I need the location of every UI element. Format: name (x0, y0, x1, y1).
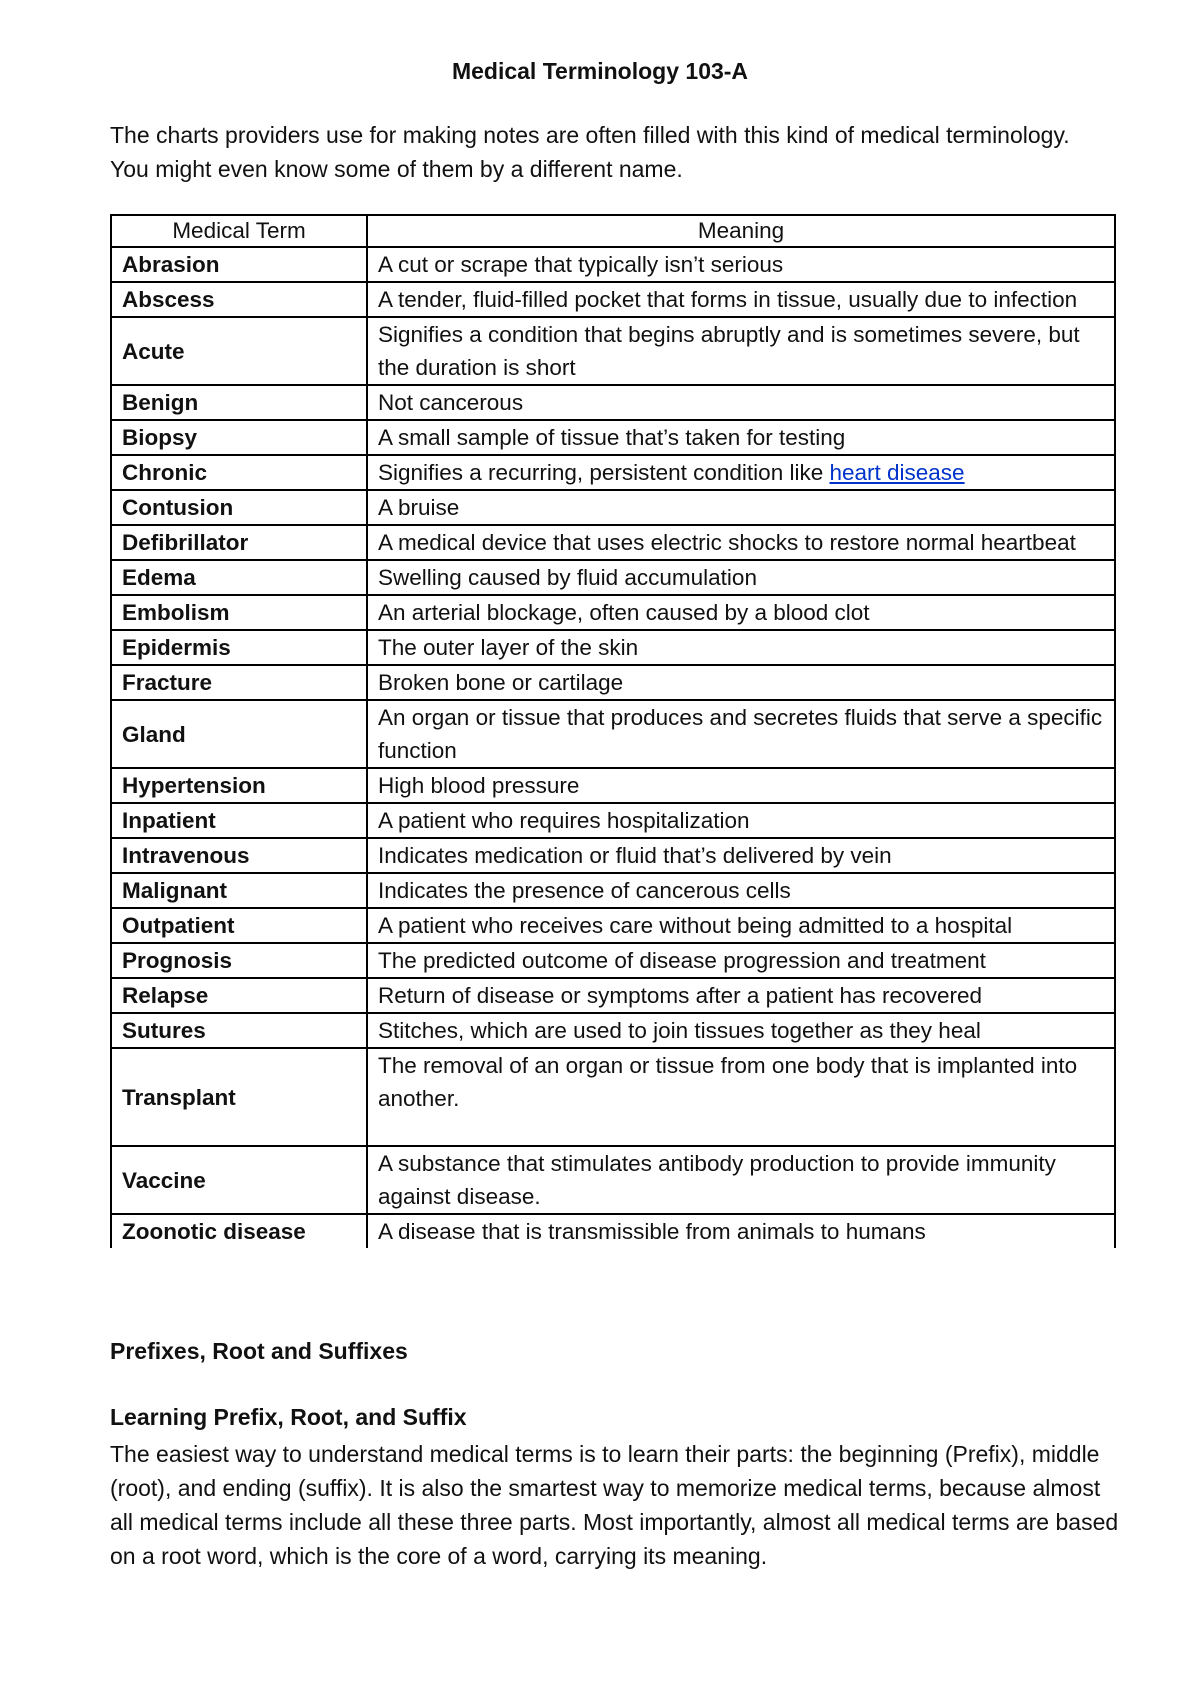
meaning-cell (367, 978, 1115, 1013)
table-row (111, 560, 1115, 595)
term-cell: Chronic (111, 455, 367, 490)
term-cell: Inpatient (111, 803, 367, 838)
meaning-text: A patient who requires hospitalization (378, 808, 750, 833)
meaning-cell (367, 1146, 1115, 1214)
meaning-text: A bruise (378, 495, 460, 520)
term-cell: Fracture (111, 665, 367, 700)
meaning-cell (367, 768, 1115, 803)
meaning-cell (367, 873, 1115, 908)
term-cell: Sutures (111, 1013, 367, 1048)
term-cell: Outpatient (111, 908, 367, 943)
meaning-cell (367, 908, 1115, 943)
table-row (111, 385, 1115, 420)
table-row (111, 317, 1115, 385)
term-cell: Abrasion (111, 247, 367, 282)
meaning-text: Signifies a condition that begins abruptly and is sometimes severe, but the duration is short (378, 322, 1080, 380)
meaning-cell (367, 1048, 1115, 1146)
term-cell: Intravenous (111, 838, 367, 873)
table-row (111, 1146, 1115, 1214)
table-row (111, 630, 1115, 665)
header-meaning: Meaning (367, 215, 1115, 247)
meaning-text: Signifies a recurring, persistent condition like (378, 460, 830, 485)
term-cell: Epidermis (111, 630, 367, 665)
meaning-cell (367, 1013, 1115, 1048)
meaning-cell (367, 943, 1115, 978)
table-row (111, 978, 1115, 1013)
meaning-text: An arterial blockage, often caused by a blood clot (378, 600, 870, 625)
term-cell: Embolism (111, 595, 367, 630)
table-row (111, 838, 1115, 873)
table-row (111, 943, 1115, 978)
meaning-text: A substance that stimulates antibody production to provide immunity against disease. (378, 1151, 1056, 1209)
term-cell: Gland (111, 700, 367, 768)
term-cell: Vaccine (111, 1146, 367, 1214)
meaning-cell (367, 490, 1115, 525)
term-cell: Contusion (111, 490, 367, 525)
term-cell: Biopsy (111, 420, 367, 455)
meaning-cell (367, 700, 1115, 768)
document-title: Medical Terminology 103-A (451, 58, 749, 84)
meaning-cell (367, 630, 1115, 665)
term-cell: Defibrillator (111, 525, 367, 560)
meaning-cell (367, 247, 1115, 282)
meaning-text: High blood pressure (378, 773, 580, 798)
learning-paragraph: The easiest way to understand medical terms is to learn their parts: the beginning (Prefix), middle (root), and ending (suffix). It is also the smartest way to memorize medical terms, because almost all medical terms include all these three parts. Most importantly, almost all medical terms are based on a root word, which is the core of a word, carrying its meaning. (110, 1441, 1119, 1569)
table-row (111, 1214, 1115, 1248)
table-row (111, 247, 1115, 282)
section-heading-learning: Learning Prefix, Root, and Suffix (110, 1404, 467, 1430)
meaning-cell (367, 560, 1115, 595)
term-cell: Hypertension (111, 768, 367, 803)
meaning-cell (367, 282, 1115, 317)
meaning-text: The outer layer of the skin (378, 635, 639, 660)
table-row (111, 455, 1115, 490)
meaning-cell (367, 665, 1115, 700)
table-row (111, 282, 1115, 317)
meaning-text: An organ or tissue that produces and secretes fluids that serve a specific function (378, 705, 1103, 763)
table-row (111, 768, 1115, 803)
meaning-text: A cut or scrape that typically isn’t serious (378, 252, 784, 277)
meaning-text: Indicates medication or fluid that’s delivered by vein (378, 843, 892, 868)
meaning-cell (367, 317, 1115, 385)
meaning-cell (367, 385, 1115, 420)
meaning-text: Swelling caused by fluid accumulation (378, 565, 757, 590)
term-cell: Relapse (111, 978, 367, 1013)
terminology-table (110, 214, 1116, 1248)
table-body (111, 247, 1115, 1248)
table-row (111, 700, 1115, 768)
meaning-text: A medical device that uses electric shocks to restore normal heartbeat (378, 530, 1076, 555)
table-row (111, 665, 1115, 700)
term-cell: Transplant (111, 1048, 367, 1146)
meaning-cell (367, 525, 1115, 560)
meaning-text: Not cancerous (378, 390, 524, 415)
table-row (111, 1048, 1115, 1146)
meaning-cell (367, 455, 1115, 490)
meaning-cell (367, 595, 1115, 630)
heart-disease-link[interactable]: heart disease (829, 460, 965, 485)
meaning-text: Stitches, which are used to join tissues together as they heal (378, 1018, 981, 1043)
table-row (111, 490, 1115, 525)
meaning-text: A tender, fluid-filled pocket that forms in tissue, usually due to infection (378, 287, 1078, 312)
table-row (111, 525, 1115, 560)
meaning-text: The predicted outcome of disease progression and treatment (378, 948, 986, 973)
meaning-text: A disease that is transmissible from animals to humans (378, 1219, 926, 1244)
section-heading-prefixes: Prefixes, Root and Suffixes (110, 1338, 408, 1364)
term-cell: Benign (111, 385, 367, 420)
table-row (111, 873, 1115, 908)
table-row (111, 595, 1115, 630)
meaning-text: The removal of an organ or tissue from one body that is implanted into another. (378, 1053, 1078, 1111)
meaning-text: Indicates the presence of cancerous cells (378, 878, 791, 903)
table-header-row (111, 215, 1115, 247)
meaning-text: A patient who receives care without being admitted to a hospital (378, 913, 1013, 938)
table-row (111, 908, 1115, 943)
term-cell: Abscess (111, 282, 367, 317)
intro-paragraph: The charts providers use for making notes are often filled with this kind of medical terminology. You might even know some of them by a different name. (110, 122, 1070, 182)
header-medical-term: Medical Term (111, 215, 367, 247)
term-cell: Acute (111, 317, 367, 385)
table-row (111, 420, 1115, 455)
table-row (111, 803, 1115, 838)
term-cell: Malignant (111, 873, 367, 908)
term-cell: Zoonotic disease (111, 1214, 367, 1248)
term-cell: Prognosis (111, 943, 367, 978)
meaning-cell (367, 838, 1115, 873)
meaning-cell (367, 803, 1115, 838)
meaning-text: Return of disease or symptoms after a patient has recovered (378, 983, 983, 1008)
table-row (111, 1013, 1115, 1048)
meaning-text: A small sample of tissue that’s taken for testing (378, 425, 846, 450)
meaning-text: Broken bone or cartilage (378, 670, 624, 695)
meaning-cell (367, 420, 1115, 455)
meaning-cell (367, 1214, 1115, 1248)
term-cell: Edema (111, 560, 367, 595)
